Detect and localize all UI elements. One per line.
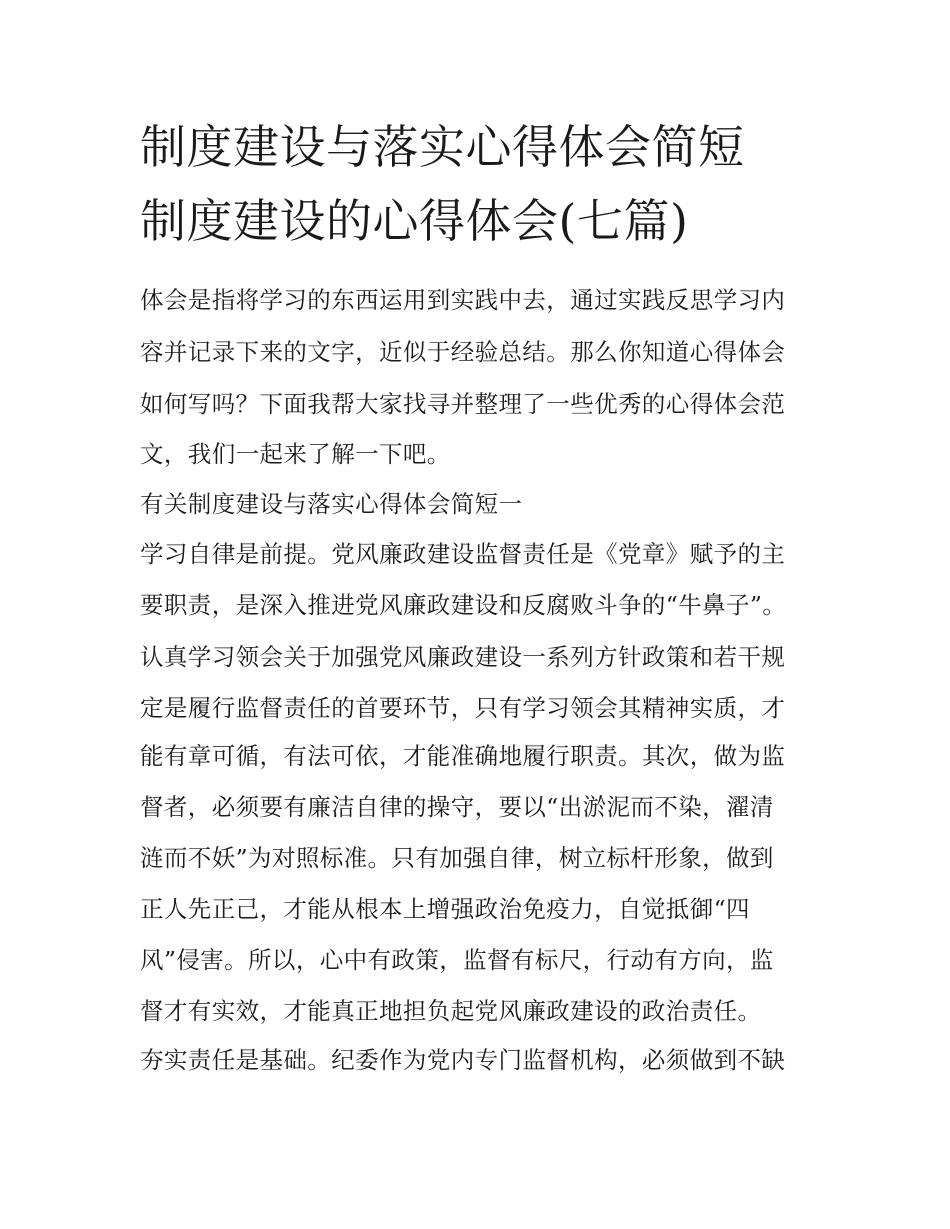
paragraph-line-2: 要职责，是深入推进党风廉政建设和反腐败斗争的“牛鼻子”。 (140, 591, 787, 619)
section-heading: 有关制度建设与落实心得体会简短一 (140, 490, 523, 518)
document-title-line-2: 制度建设的心得体会(七篇) (140, 194, 689, 248)
paragraph-line-1: 学习自律是前提。党风廉政建设监督责任是《党章》赋予的主 (140, 540, 786, 568)
intro-line-4: 文，我们一起来了解一下吧。 (140, 440, 451, 468)
intro-line-1: 体会是指将学习的东西运用到实践中去，通过实践反思学习内 (140, 286, 786, 314)
paragraph-line-9: 风”侵害。所以，心中有政策，监督有标尺，行动有方向，监 (140, 946, 774, 974)
paragraph-line-5: 能有章可循，有法可依，才能准确地履行职责。其次，做为监 (140, 742, 786, 770)
paragraph-line-11: 夯实责任是基础。纪委作为党内专门监督机构，必须做到不缺 (140, 1046, 786, 1074)
paragraph-line-3: 认真学习领会关于加强党风廉政建设一系列方针政策和若干规 (140, 643, 786, 671)
intro-line-3: 如何写吗？下面我帮大家找寻并整理了一些优秀的心得体会范 (140, 390, 786, 418)
paragraph-line-4: 定是履行监督责任的首要环节，只有学习领会其精神实质，才 (140, 694, 786, 722)
paragraph-line-10: 督才有实效，才能真正地担负起党风廉政建设的政治责任。 (140, 997, 762, 1025)
paragraph-line-6: 督者，必须要有廉洁自律的操守，要以“出淤泥而不染，濯清 (140, 793, 774, 821)
intro-line-2: 容并记录下来的文字，近似于经验总结。那么你知道心得体会 (140, 338, 786, 366)
document-title-line-1: 制度建设与落实心得体会简短 (140, 120, 745, 174)
paragraph-line-7: 涟而不妖”为对照标准。只有加强自律，树立标杆形象，做到 (140, 844, 774, 872)
paragraph-line-8: 正人先正己，才能从根本上增强政治免疫力，自觉抵御“四 (140, 895, 750, 923)
